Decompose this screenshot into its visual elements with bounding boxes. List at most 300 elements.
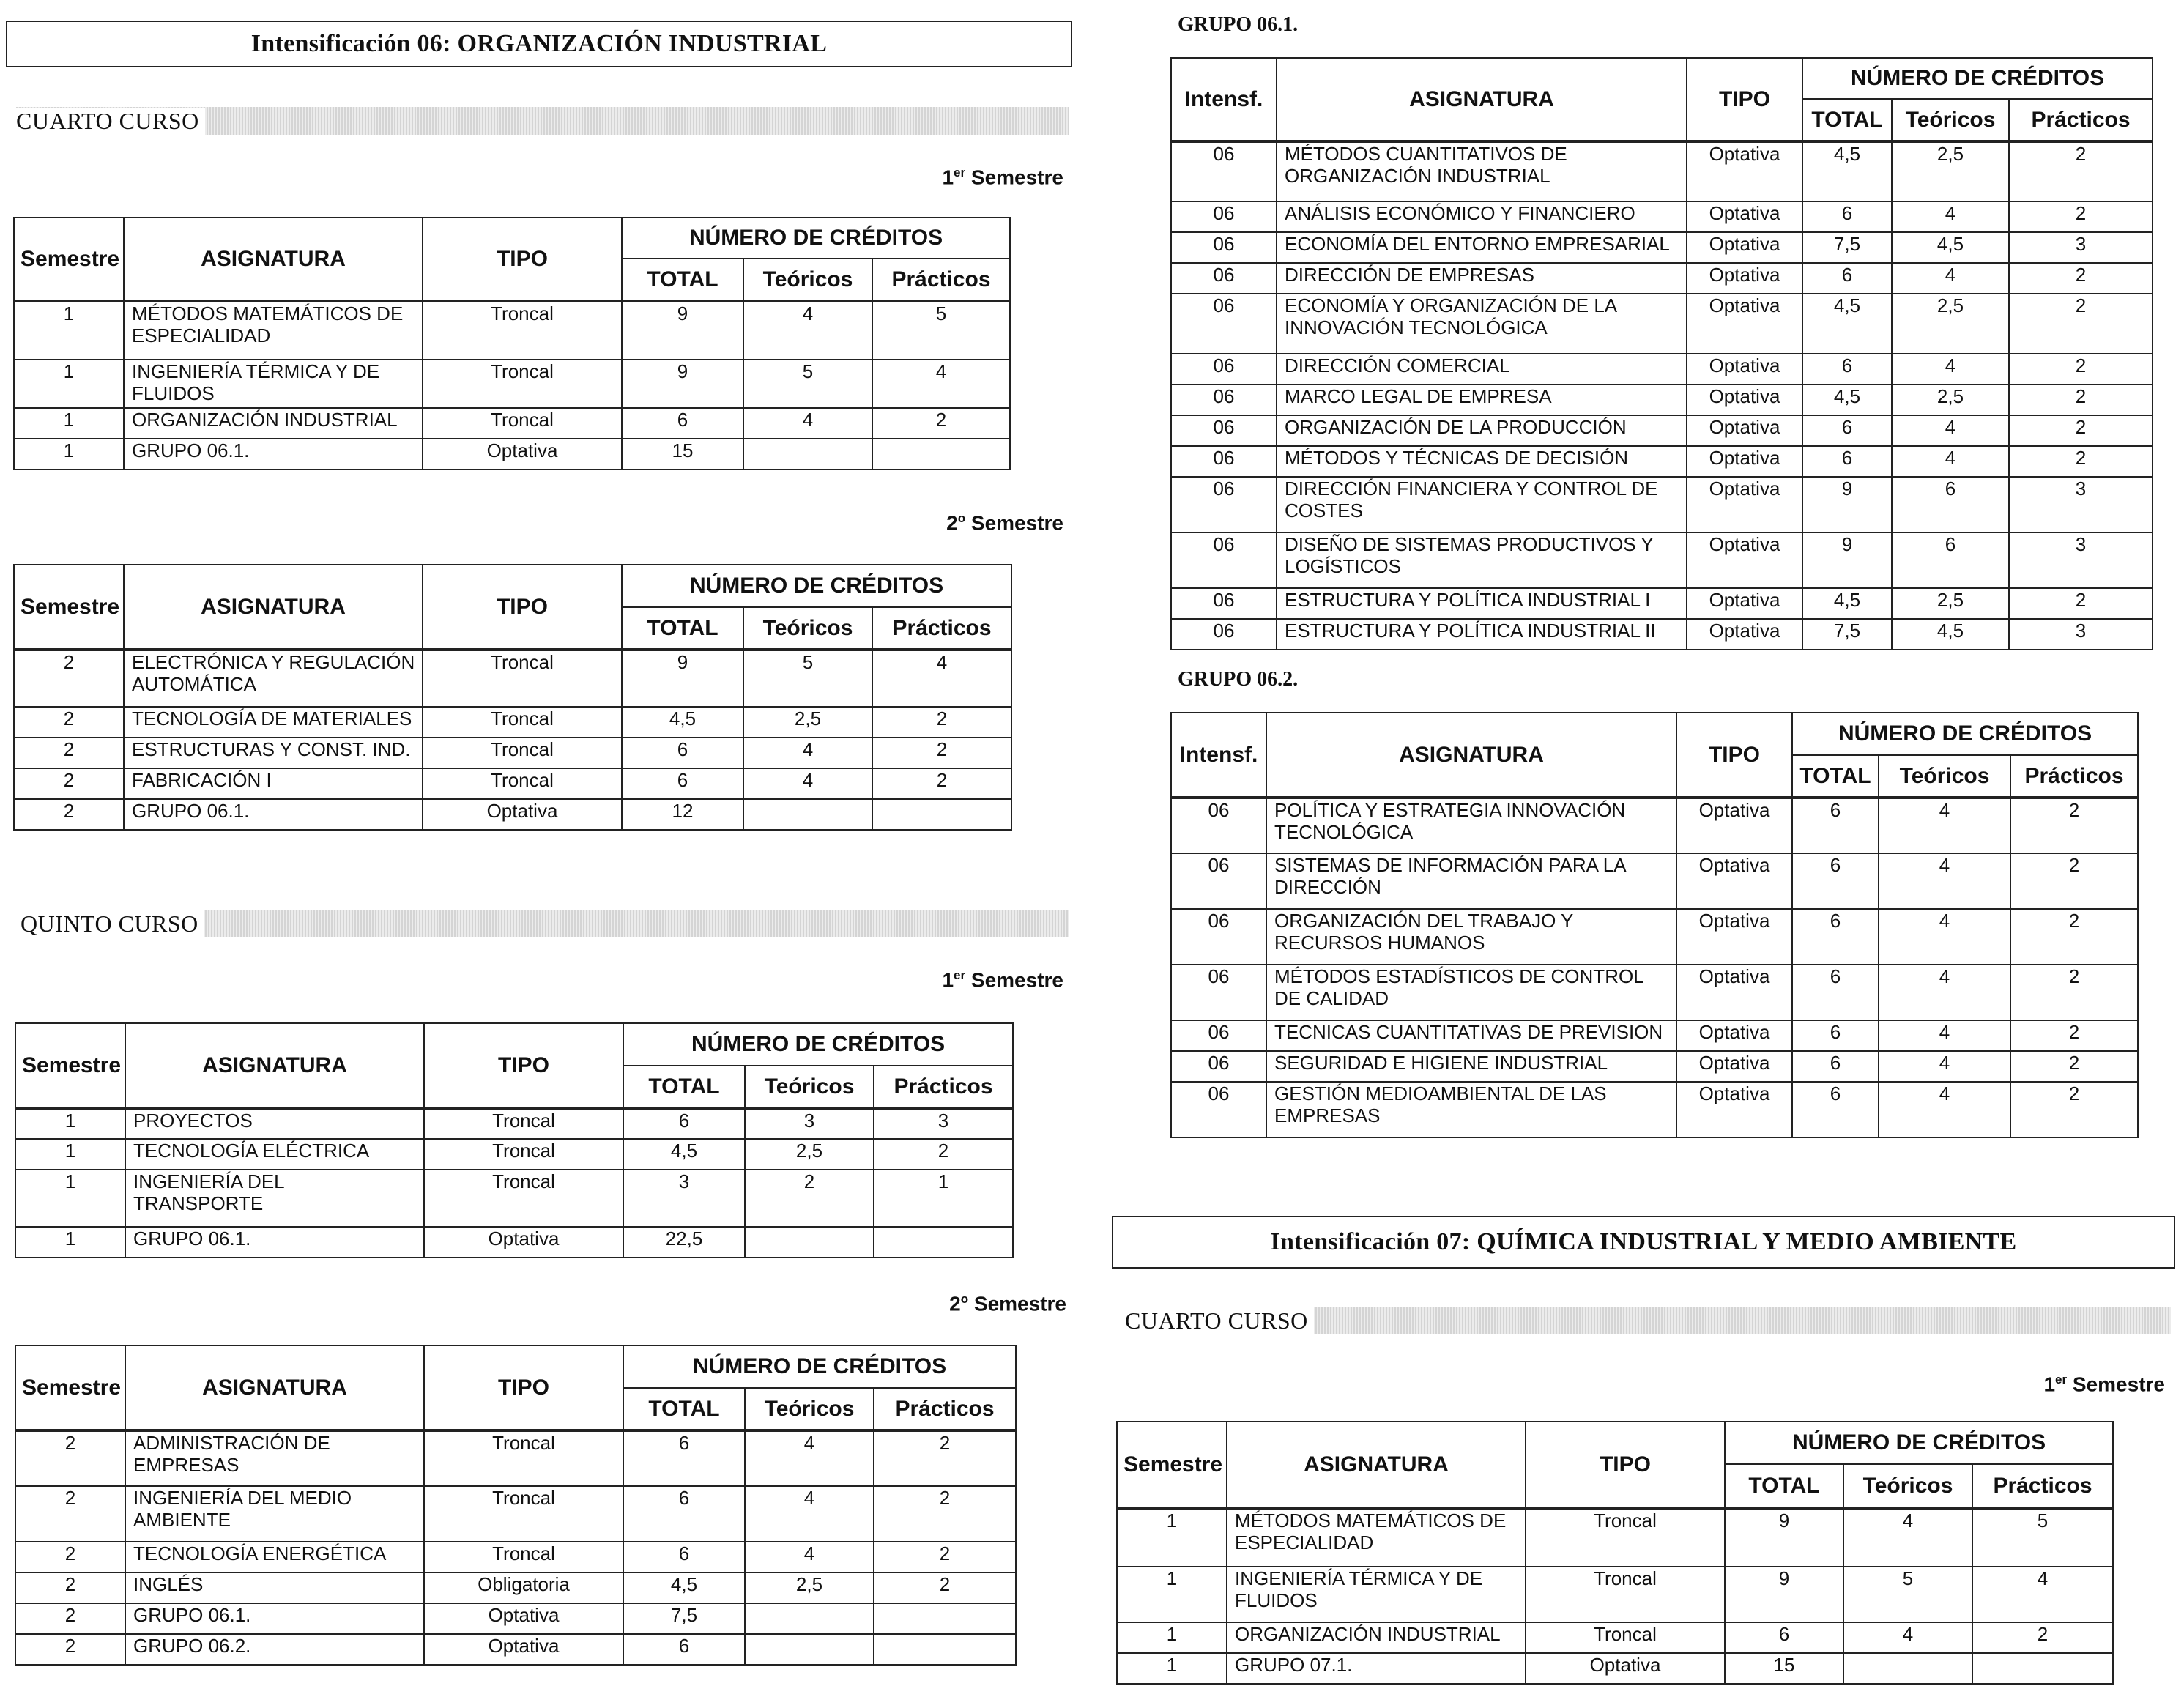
cell-tipo: Optativa (1687, 477, 1802, 532)
table-row (15, 1486, 1016, 1542)
header-total: TOTAL (623, 1388, 745, 1430)
cell-tipo: Optativa (1687, 385, 1802, 415)
cell-asignatura: INGENIERÍA DEL MEDIO AMBIENTE (125, 1486, 424, 1542)
cell-total: 6 (623, 1108, 745, 1139)
cell-asignatura: GRUPO 06.1. (125, 1603, 424, 1634)
quinto-curso-heading (21, 910, 1069, 937)
cell-teoricos: 2,5 (1892, 294, 2009, 354)
cell-tipo: Troncal (1526, 1508, 1725, 1567)
cell-practicos: 2 (2010, 965, 2138, 1020)
cell-teoricos: 4 (743, 408, 872, 439)
cell-asignatura: MÉTODOS Y TÉCNICAS DE DECISIÓN (1277, 446, 1687, 477)
table-row (1171, 294, 2153, 354)
table-row (1117, 1567, 2113, 1622)
cell-tipo: Optativa (1687, 532, 1802, 588)
table-row (1171, 477, 2153, 532)
cell-total: 6 (1802, 446, 1892, 477)
cell-total: 6 (623, 1486, 745, 1542)
cell-teoricos (743, 439, 872, 469)
cell-total: 15 (1725, 1653, 1843, 1684)
cell-semestre: 2 (15, 1634, 125, 1665)
cell-practicos (872, 439, 1010, 469)
cell-semestre: 1 (1117, 1508, 1227, 1567)
cell-tipo: Troncal (424, 1430, 623, 1486)
cell-teoricos: 4 (1879, 798, 2010, 853)
table-row (1171, 853, 2138, 909)
cell-total: 6 (623, 1634, 745, 1665)
grupo-06-1-label: GRUPO 06.1. (1178, 13, 1299, 36)
cell-asignatura: TECNOLOGÍA ELÉCTRICA (125, 1139, 424, 1170)
table-row (1171, 232, 2153, 263)
table-cuarto07-sem1 (1116, 1421, 2114, 1685)
cell-semestre: 1 (14, 439, 124, 469)
cell-total: 6 (1792, 1020, 1879, 1051)
cell-intensf: 06 (1171, 354, 1277, 385)
header-asignatura: ASIGNATURA (125, 1023, 424, 1108)
cell-practicos: 4 (1972, 1567, 2113, 1622)
cell-teoricos: 4 (743, 301, 872, 360)
table-row (1171, 1020, 2138, 1051)
intensificacion-07-title: Intensificación 07: QUÍMICA INDUSTRIAL Y MEDIO AMBIENTE (1112, 1216, 2175, 1269)
cell-practicos: 3 (874, 1108, 1013, 1139)
table-row (1117, 1508, 2113, 1567)
cell-asignatura: TECNICAS CUANTITATIVAS DE PREVISION (1266, 1020, 1676, 1051)
cell-practicos: 2 (874, 1542, 1016, 1572)
cell-total: 4,5 (622, 707, 743, 738)
cell-tipo: Troncal (423, 707, 622, 738)
header-tipo: TIPO (423, 218, 622, 301)
header-asignatura: ASIGNATURA (124, 565, 423, 650)
cell-asignatura: INGENIERÍA TÉRMICA Y DE FLUIDOS (1227, 1567, 1526, 1622)
cell-asignatura: GRUPO 06.2. (125, 1634, 424, 1665)
table-row (15, 1572, 1016, 1603)
header-asignatura: ASIGNATURA (1266, 713, 1676, 798)
cell-asignatura: ORGANIZACIÓN DEL TRABAJO Y RECURSOS HUMANOS (1266, 909, 1676, 965)
table-row (1171, 263, 2153, 294)
cell-total: 9 (622, 360, 743, 408)
table-row (1117, 1653, 2113, 1684)
cell-tipo: Troncal (423, 408, 622, 439)
cell-practicos: 4 (872, 360, 1010, 408)
table-quinto-sem2 (15, 1345, 1017, 1666)
cell-intensf: 06 (1171, 232, 1277, 263)
header-total: TOTAL (622, 607, 743, 650)
table-row (15, 1139, 1013, 1170)
cell-semestre: 1 (15, 1139, 125, 1170)
cell-teoricos: 4 (1879, 1051, 2010, 1082)
table-row (15, 1634, 1016, 1665)
cell-semestre: 1 (1117, 1622, 1227, 1653)
header-tipo: TIPO (1687, 58, 1802, 141)
table-row (1171, 909, 2138, 965)
cell-tipo: Optativa (1687, 294, 1802, 354)
cell-tipo: Troncal (423, 738, 622, 768)
cell-tipo: Optativa (1526, 1653, 1725, 1684)
table-row (15, 1170, 1013, 1227)
header-numero-creditos: NÚMERO DE CRÉDITOS (623, 1345, 1016, 1388)
cell-asignatura: DIRECCIÓN DE EMPRESAS (1277, 263, 1687, 294)
header-numero-creditos: NÚMERO DE CRÉDITOS (622, 218, 1010, 259)
grupo-06-2-label: GRUPO 06.2. (1178, 668, 1299, 691)
cell-teoricos: 4,5 (1892, 619, 2009, 650)
cell-asignatura: TECNOLOGÍA DE MATERIALES (124, 707, 423, 738)
cell-intensf: 06 (1171, 263, 1277, 294)
header-total: TOTAL (622, 259, 743, 301)
cell-intensf: 06 (1171, 619, 1277, 650)
cell-asignatura: INGENIERÍA DEL TRANSPORTE (125, 1170, 424, 1227)
cell-tipo: Troncal (423, 360, 622, 408)
cell-asignatura: MÉTODOS MATEMÁTICOS DE ESPECIALIDAD (1227, 1508, 1526, 1567)
cell-semestre: 1 (15, 1170, 125, 1227)
cell-practicos: 3 (2009, 232, 2153, 263)
header-numero-creditos: NÚMERO DE CRÉDITOS (622, 565, 1011, 607)
cell-practicos: 3 (2009, 619, 2153, 650)
cell-practicos: 2 (2010, 798, 2138, 853)
cell-teoricos (1843, 1653, 1972, 1684)
cell-semestre: 1 (14, 408, 124, 439)
cell-teoricos: 2,5 (745, 1139, 874, 1170)
cell-practicos (872, 799, 1011, 830)
cell-teoricos (743, 799, 872, 830)
header-numero-creditos: NÚMERO DE CRÉDITOS (1792, 713, 2138, 755)
table-row (1171, 798, 2138, 853)
cell-asignatura: MÉTODOS MATEMÁTICOS DE ESPECIALIDAD (124, 301, 423, 360)
header-semestre: Semestre (14, 565, 124, 650)
header-asignatura: ASIGNATURA (1227, 1422, 1526, 1508)
cell-semestre: 2 (14, 650, 124, 707)
cell-total: 6 (1725, 1622, 1843, 1653)
cell-total: 6 (622, 768, 743, 799)
cell-tipo: Optativa (1676, 1051, 1792, 1082)
cell-total: 4,5 (1802, 385, 1892, 415)
cell-practicos: 2 (2009, 263, 2153, 294)
cell-practicos: 2 (2009, 446, 2153, 477)
cell-teoricos: 6 (1892, 477, 2009, 532)
cuarto-curso-07-label: CUARTO CURSO (1125, 1307, 1314, 1334)
cell-asignatura: ELECTRÓNICA Y REGULACIÓN AUTOMÁTICA (124, 650, 423, 707)
cell-practicos: 2 (2009, 415, 2153, 446)
table-quinto-sem1 (15, 1022, 1014, 1258)
cell-total: 6 (1792, 965, 1879, 1020)
header-semestre: Semestre (15, 1023, 125, 1108)
cell-tipo: Optativa (1687, 415, 1802, 446)
header-tipo: TIPO (424, 1023, 623, 1108)
cell-intensf: 06 (1171, 1020, 1266, 1051)
cell-intensf: 06 (1171, 965, 1266, 1020)
cell-asignatura: ORGANIZACIÓN INDUSTRIAL (1227, 1622, 1526, 1653)
cell-semestre: 2 (14, 707, 124, 738)
header-practicos: Prácticos (2010, 755, 2138, 798)
cell-tipo: Optativa (1687, 588, 1802, 619)
table-row (15, 1603, 1016, 1634)
header-asignatura: ASIGNATURA (124, 218, 423, 301)
table-grupo-06-1 (1170, 57, 2153, 650)
cell-asignatura: ECONOMÍA Y ORGANIZACIÓN DE LA INNOVACIÓN TECNOLÓGICA (1277, 294, 1687, 354)
cell-asignatura: INGLÉS (125, 1572, 424, 1603)
cell-practicos: 2 (2009, 385, 2153, 415)
header-practicos: Prácticos (874, 1388, 1016, 1430)
header-intensf: Intensf. (1171, 713, 1266, 798)
cell-practicos: 5 (1972, 1508, 2113, 1567)
cell-asignatura: GRUPO 06.1. (124, 799, 423, 830)
cell-intensf: 06 (1171, 201, 1277, 232)
table-row (1171, 1082, 2138, 1137)
cell-asignatura: GRUPO 06.1. (124, 439, 423, 469)
header-total: TOTAL (1725, 1464, 1843, 1508)
cell-total: 6 (622, 408, 743, 439)
cell-intensf: 06 (1171, 1082, 1266, 1137)
header-teoricos: Teóricos (743, 607, 872, 650)
table-cuarto-sem2 (13, 564, 1012, 831)
cell-asignatura: DIRECCIÓN FINANCIERA Y CONTROL DE COSTES (1277, 477, 1687, 532)
cell-intensf: 06 (1171, 532, 1277, 588)
header-practicos: Prácticos (872, 607, 1011, 650)
header-numero-creditos: NÚMERO DE CRÉDITOS (623, 1023, 1013, 1066)
cell-tipo: Optativa (1676, 1082, 1792, 1137)
cell-tipo: Troncal (423, 301, 622, 360)
table-row (15, 1430, 1016, 1486)
cell-teoricos: 4 (745, 1542, 874, 1572)
cell-tipo: Optativa (1687, 201, 1802, 232)
header-asignatura: ASIGNATURA (125, 1345, 424, 1430)
cell-asignatura: TECNOLOGÍA ENERGÉTICA (125, 1542, 424, 1572)
cell-practicos (874, 1227, 1013, 1258)
intensificacion-06-title: Intensificación 06: ORGANIZACIÓN INDUSTRIAL (6, 21, 1072, 67)
cell-total: 7,5 (1802, 232, 1892, 263)
cell-tipo: Optativa (1687, 446, 1802, 477)
cell-teoricos: 5 (1843, 1567, 1972, 1622)
cell-intensf: 06 (1171, 853, 1266, 909)
table-row (14, 707, 1011, 738)
table-row (1171, 446, 2153, 477)
cell-tipo: Optativa (1676, 965, 1792, 1020)
cell-asignatura: MÉTODOS ESTADÍSTICOS DE CONTROL DE CALIDAD (1266, 965, 1676, 1020)
cell-total: 9 (1802, 532, 1892, 588)
cell-intensf: 06 (1171, 909, 1266, 965)
cell-tipo: Troncal (423, 650, 622, 707)
cell-teoricos: 2,5 (1892, 588, 2009, 619)
cell-teoricos: 6 (1892, 532, 2009, 588)
cell-semestre: 1 (15, 1227, 125, 1258)
cell-teoricos: 4 (1892, 446, 2009, 477)
table-row (1171, 415, 2153, 446)
cell-tipo: Troncal (423, 768, 622, 799)
cell-asignatura: ORGANIZACIÓN INDUSTRIAL (124, 408, 423, 439)
cell-total: 9 (622, 650, 743, 707)
cell-asignatura: ORGANIZACIÓN DE LA PRODUCCIÓN (1277, 415, 1687, 446)
cell-asignatura: GRUPO 06.1. (125, 1227, 424, 1258)
table-row (14, 799, 1011, 830)
cell-asignatura: DIRECCIÓN COMERCIAL (1277, 354, 1687, 385)
cell-teoricos: 4 (1843, 1508, 1972, 1567)
table-row (1171, 354, 2153, 385)
header-practicos: Prácticos (872, 259, 1010, 301)
cell-practicos: 2 (2010, 1082, 2138, 1137)
cell-asignatura: GESTIÓN MEDIOAMBIENTAL DE LAS EMPRESAS (1266, 1082, 1676, 1137)
cell-asignatura: ESTRUCTURA Y POLÍTICA INDUSTRIAL II (1277, 619, 1687, 650)
cell-total: 6 (622, 738, 743, 768)
cell-practicos: 2 (2010, 909, 2138, 965)
cell-asignatura: DISEÑO DE SISTEMAS PRODUCTIVOS Y LOGÍSTICOS (1277, 532, 1687, 588)
header-numero-creditos: NÚMERO DE CRÉDITOS (1725, 1422, 2113, 1464)
cell-practicos: 2 (872, 707, 1011, 738)
table-row (15, 1227, 1013, 1258)
cell-total: 4,5 (623, 1572, 745, 1603)
cell-teoricos: 2,5 (1892, 385, 2009, 415)
cell-intensf: 06 (1171, 294, 1277, 354)
table-row (14, 738, 1011, 768)
cell-asignatura: ADMINISTRACIÓN DE EMPRESAS (125, 1430, 424, 1486)
table-row (1171, 532, 2153, 588)
semester-label: 2$^o$ Semestre (949, 1292, 1066, 1315)
table-row (15, 1108, 1013, 1139)
cell-asignatura: SISTEMAS DE INFORMACIÓN PARA LA DIRECCIÓN (1266, 853, 1676, 909)
table-row (14, 360, 1010, 408)
cell-total: 4,5 (1802, 294, 1892, 354)
table-row (1171, 588, 2153, 619)
header-numero-creditos: NÚMERO DE CRÉDITOS (1802, 58, 2153, 99)
cell-practicos: 4 (872, 650, 1011, 707)
cuarto-curso-heading (16, 107, 1069, 135)
cell-tipo: Optativa (424, 1634, 623, 1665)
cell-teoricos: 4 (1879, 1082, 2010, 1137)
header-teoricos: Teóricos (743, 259, 872, 301)
cell-asignatura: ESTRUCTURA Y POLÍTICA INDUSTRIAL I (1277, 588, 1687, 619)
cell-teoricos (745, 1603, 874, 1634)
cell-semestre: 2 (14, 799, 124, 830)
cell-semestre: 2 (14, 738, 124, 768)
cell-asignatura: MÉTODOS CUANTITATIVOS DE ORGANIZACIÓN INDUSTRIAL (1277, 141, 1687, 201)
cell-tipo: Optativa (1676, 909, 1792, 965)
cell-practicos: 2 (872, 738, 1011, 768)
header-total: TOTAL (623, 1066, 745, 1108)
table-row (1117, 1622, 2113, 1653)
quinto-curso-label: QUINTO CURSO (21, 910, 204, 937)
cell-tipo: Optativa (1687, 354, 1802, 385)
cell-tipo: Troncal (424, 1139, 623, 1170)
cell-practicos (1972, 1653, 2113, 1684)
cell-semestre: 2 (15, 1430, 125, 1486)
header-teoricos: Teóricos (1879, 755, 2010, 798)
cell-teoricos: 4 (1879, 965, 2010, 1020)
cell-teoricos: 4 (1843, 1622, 1972, 1653)
cell-tipo: Optativa (1687, 619, 1802, 650)
cell-tipo: Optativa (1676, 853, 1792, 909)
cell-total: 6 (1792, 798, 1879, 853)
cell-total: 6 (1792, 909, 1879, 965)
cell-teoricos: 3 (745, 1108, 874, 1139)
cell-asignatura: ESTRUCTURAS Y CONST. IND. (124, 738, 423, 768)
cell-practicos: 2 (2010, 1051, 2138, 1082)
cell-semestre: 2 (15, 1603, 125, 1634)
cell-practicos: 2 (874, 1139, 1013, 1170)
cell-total: 6 (623, 1542, 745, 1572)
semester-label: 1er Semestre (942, 968, 1063, 992)
cell-teoricos: 4 (1879, 1020, 2010, 1051)
cell-practicos: 2 (872, 408, 1010, 439)
cell-practicos: 2 (874, 1486, 1016, 1542)
header-teoricos: Teóricos (1892, 99, 2009, 141)
header-practicos: Prácticos (1972, 1464, 2113, 1508)
cell-asignatura: SEGURIDAD E HIGIENE INDUSTRIAL (1266, 1051, 1676, 1082)
header-teoricos: Teóricos (745, 1388, 874, 1430)
cell-practicos: 2 (2009, 141, 2153, 201)
cell-total: 9 (622, 301, 743, 360)
cell-semestre: 1 (14, 360, 124, 408)
cell-intensf: 06 (1171, 588, 1277, 619)
cell-teoricos: 5 (743, 650, 872, 707)
semester-label: 2$^o$ Semestre (946, 511, 1063, 535)
cell-teoricos: 4 (1892, 354, 2009, 385)
cell-practicos: 2 (2009, 201, 2153, 232)
cell-asignatura: FABRICACIÓN I (124, 768, 423, 799)
cell-intensf: 06 (1171, 141, 1277, 201)
cell-teoricos (745, 1634, 874, 1665)
header-teoricos: Teóricos (745, 1066, 874, 1108)
cell-teoricos: 4 (743, 768, 872, 799)
cell-teoricos (745, 1227, 874, 1258)
cell-total: 6 (1802, 415, 1892, 446)
cell-tipo: Obligatoria (424, 1572, 623, 1603)
cell-asignatura: GRUPO 07.1. (1227, 1653, 1526, 1684)
header-semestre: Semestre (15, 1345, 125, 1430)
cell-tipo: Troncal (424, 1170, 623, 1227)
header-intensf: Intensf. (1171, 58, 1277, 141)
cell-practicos: 3 (2009, 477, 2153, 532)
cell-asignatura: PROYECTOS (125, 1108, 424, 1139)
cell-total: 7,5 (623, 1603, 745, 1634)
cell-practicos: 2 (1972, 1622, 2113, 1653)
cell-tipo: Optativa (423, 799, 622, 830)
header-semestre: Semestre (1117, 1422, 1227, 1508)
cell-asignatura: ANÁLISIS ECONÓMICO Y FINANCIERO (1277, 201, 1687, 232)
cell-intensf: 06 (1171, 798, 1266, 853)
cell-semestre: 2 (14, 768, 124, 799)
cell-total: 6 (1792, 1051, 1879, 1082)
cell-total: 6 (623, 1430, 745, 1486)
table-row (14, 408, 1010, 439)
table-row (15, 1542, 1016, 1572)
table-row (1171, 141, 2153, 201)
cell-total: 3 (623, 1170, 745, 1227)
cell-tipo: Troncal (424, 1108, 623, 1139)
cell-semestre: 1 (1117, 1567, 1227, 1622)
cell-tipo: Optativa (1687, 232, 1802, 263)
cell-total: 6 (1802, 354, 1892, 385)
cell-total: 6 (1792, 853, 1879, 909)
cell-total: 4,5 (1802, 141, 1892, 201)
cell-asignatura: ECONOMÍA DEL ENTORNO EMPRESARIAL (1277, 232, 1687, 263)
cell-semestre: 1 (1117, 1653, 1227, 1684)
cell-practicos: 2 (874, 1572, 1016, 1603)
cell-teoricos: 4 (1879, 909, 2010, 965)
cell-total: 4,5 (623, 1139, 745, 1170)
cell-teoricos: 4 (1892, 415, 2009, 446)
cell-practicos: 3 (2009, 532, 2153, 588)
table-row (14, 439, 1010, 469)
cell-total: 22,5 (623, 1227, 745, 1258)
cell-total: 6 (1802, 263, 1892, 294)
header-tipo: TIPO (1676, 713, 1792, 798)
header-total: TOTAL (1802, 99, 1892, 141)
cell-intensf: 06 (1171, 385, 1277, 415)
header-tipo: TIPO (424, 1345, 623, 1430)
cell-total: 7,5 (1802, 619, 1892, 650)
cell-total: 15 (622, 439, 743, 469)
cell-semestre: 2 (15, 1486, 125, 1542)
cell-practicos: 5 (872, 301, 1010, 360)
cell-practicos: 2 (872, 768, 1011, 799)
